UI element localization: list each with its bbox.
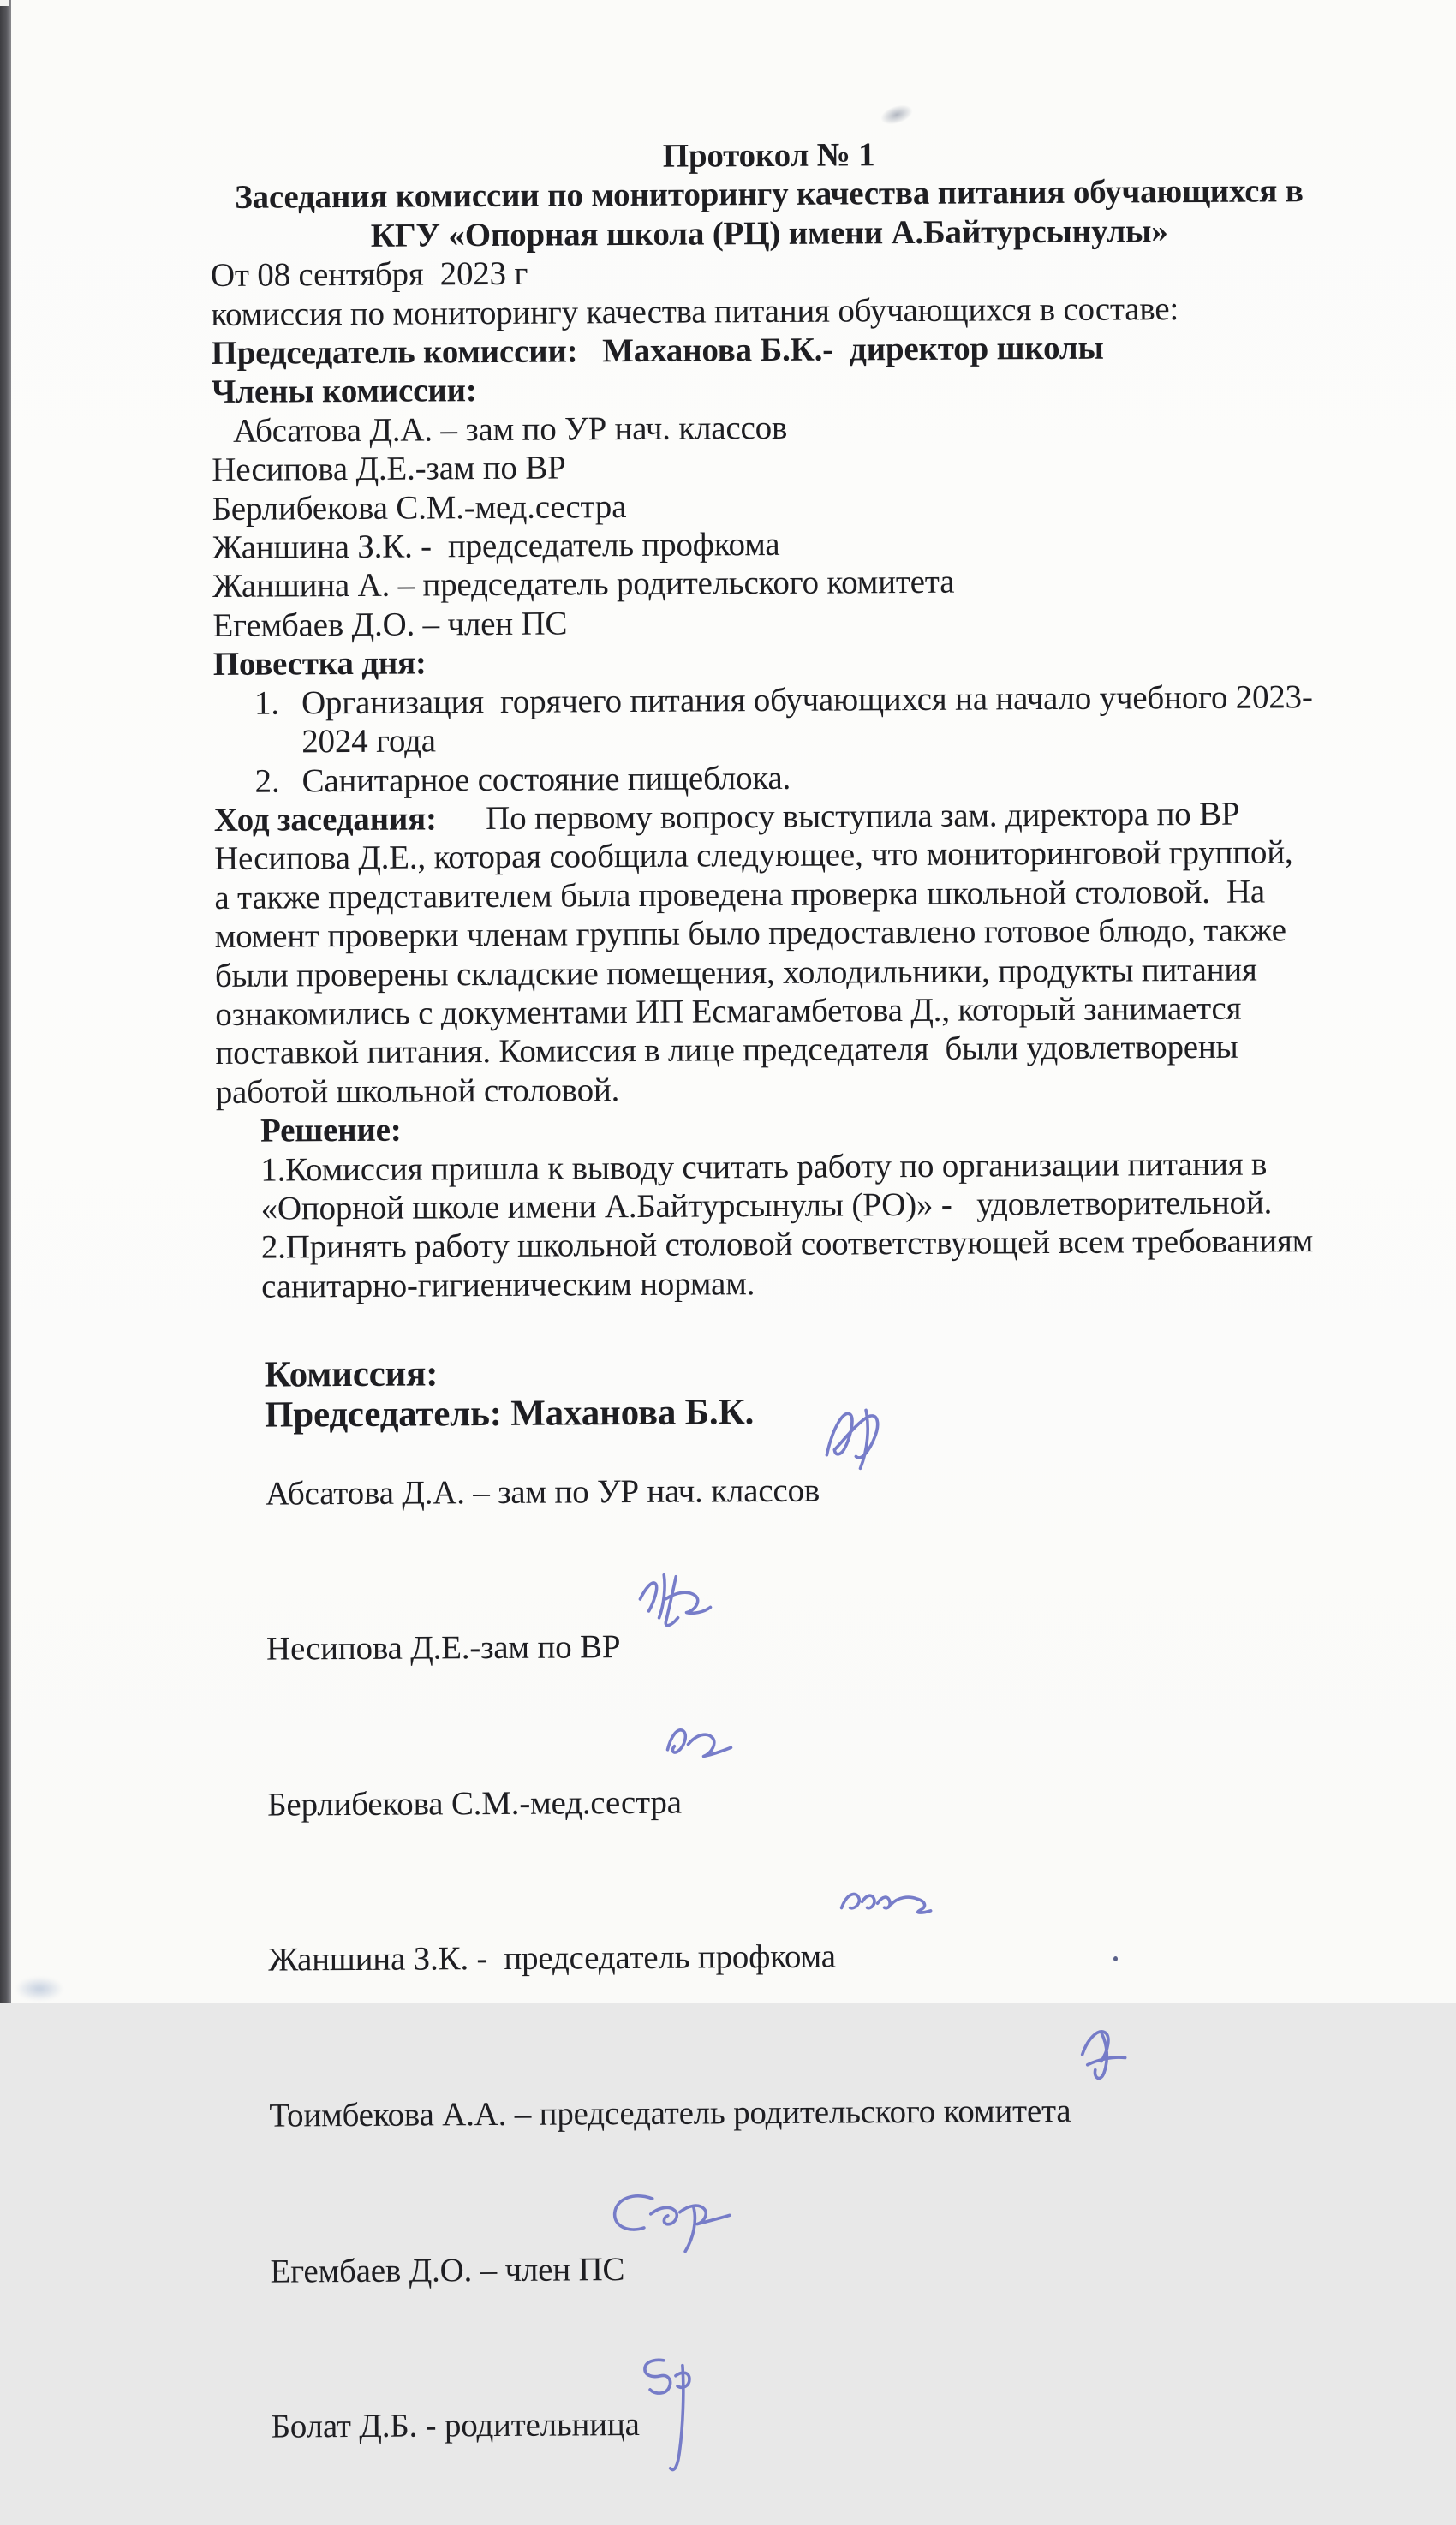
protocol-subtitle-line1: Заседания комиссии по мониторингу качества питания обучающихся в xyxy=(235,172,1304,217)
member-item: Егембаев Д.О. – член ПС xyxy=(212,605,568,644)
signatory-row xyxy=(221,2206,1341,2369)
signature-nesipova xyxy=(633,1573,717,1628)
decision-heading: Решение: xyxy=(260,1111,402,1149)
signatory-row xyxy=(218,1740,1338,1902)
agenda-item xyxy=(213,678,1331,723)
protocol-subtitle-line2: КГУ «Опорная школа (РЦ) имени А.Байтурсынулы» xyxy=(370,212,1168,254)
agenda-item-number: 1. xyxy=(254,684,280,722)
scanner-edge-strip xyxy=(0,0,11,2003)
signatory-name: Болат Д.Б. - родительница xyxy=(271,2406,640,2445)
scan-smudge-top xyxy=(879,102,915,128)
agenda-item-continuation: 2024 года xyxy=(301,722,436,761)
signatory-row xyxy=(217,1585,1337,1747)
proceedings-line xyxy=(214,794,1332,839)
document-content xyxy=(210,133,1342,2524)
proceedings-line: работой школьной столовой. xyxy=(215,1071,620,1111)
proceedings-line: а также представителем была проведена проверка школьной столовой. На xyxy=(214,873,1266,916)
decision-line: 2.Принять работу школьной столовой соответствующей всем требованиям xyxy=(260,1222,1314,1267)
signatory-name: Несипова Д.Е.-зам по ВР xyxy=(266,1628,621,1668)
decision-line: «Опорной школе имени А.Байтурсынулы (РО)» - удовлетворительной. xyxy=(260,1184,1273,1227)
signatory-row xyxy=(219,1895,1340,2058)
proceedings-line: были проверены складские помещения, холодильники, продукты питания xyxy=(214,951,1257,994)
member-item: Берлибекова С.М.-мед.сестра xyxy=(212,487,627,528)
member-item: Несипова Д.Е.-зам по ВР xyxy=(212,449,566,489)
scan-smudge-bottom-left xyxy=(15,1977,63,2001)
proceedings-label: Ход заседания: xyxy=(213,800,438,839)
agenda-item xyxy=(213,755,1331,801)
proceedings-line: ознакомились с документами ИП Есмагамбетова Д., который занимается xyxy=(215,989,1242,1033)
member-item: Жаншина З.К. - председатель профкома xyxy=(212,526,780,567)
agenda-item-text: Санитарное состояние пищеблока. xyxy=(301,759,791,799)
chairman-line: Председатель комиссии: Маханова Б.К.- директор школы xyxy=(211,329,1104,373)
signatory-name: Жаншина З.К. - председатель профкома xyxy=(268,1938,836,1979)
signature-absatova xyxy=(816,1405,898,1472)
signature-toimbekova xyxy=(1070,2025,1134,2080)
signature-egembaev xyxy=(608,2190,741,2258)
proceedings-line: поставкой питания. Комиссия в лице председателя были удовлетворены xyxy=(215,1029,1238,1072)
decision-line: 1.Комиссия пришла к выводу считать работу по организации питания в xyxy=(260,1145,1268,1189)
agenda-item-text: Организация горячего питания обучающихся на начало учебного 2023- xyxy=(301,678,1313,722)
signatory-name: Егембаев Д.О. – член ПС xyxy=(270,2250,625,2290)
proceedings-text: По первому вопросу выступила зам. директора по ВР xyxy=(436,795,1240,838)
signatory-name: Абсатова Д.А. – зам по УР нач. классов xyxy=(265,1471,820,1513)
signatory-name: Берлибекова С.М.-мед.сестра xyxy=(267,1783,682,1824)
signatory-row xyxy=(220,2051,1340,2214)
agenda-item-number: 2. xyxy=(254,762,280,800)
agenda-heading: Повестка дня: xyxy=(212,644,427,683)
proceedings-line: момент проверки членам группы было предоставлено готовое блюдо, также xyxy=(214,911,1286,956)
proceedings-line: Несипова Д.Е., которая сообщила следующее, что мониторинговой группой, xyxy=(213,833,1293,878)
scanner-edge-notch xyxy=(0,0,9,6)
signature-zhanshina xyxy=(838,1887,934,1919)
signatory-row xyxy=(222,2362,1342,2525)
protocol-title: Протокол № 1 xyxy=(662,136,875,175)
member-item: Абсатова Д.А. – зам по УР нач. классов xyxy=(232,409,788,450)
decision-line: санитарно-гигиеническим нормам. xyxy=(261,1264,755,1305)
commission-heading: Комиссия: xyxy=(264,1353,439,1395)
signature-berlibekova xyxy=(662,1724,737,1766)
signatory-name: Тоимбекова А.А. – председатель родительского комитета xyxy=(269,2092,1071,2134)
signatory-row xyxy=(216,1429,1336,1591)
date-line: От 08 сентября 2023 г xyxy=(210,254,528,295)
commission-chairman-line: Председатель: Маханова Б.К. xyxy=(264,1392,755,1436)
member-item: Жаншина А. – председатель родительского комитета xyxy=(212,564,955,606)
members-heading: Члены комиссии: xyxy=(211,372,477,411)
composition-line: комиссия по мониторингу качества питания обучающихся в составе: xyxy=(211,290,1179,333)
signature-bolat xyxy=(633,2355,702,2483)
